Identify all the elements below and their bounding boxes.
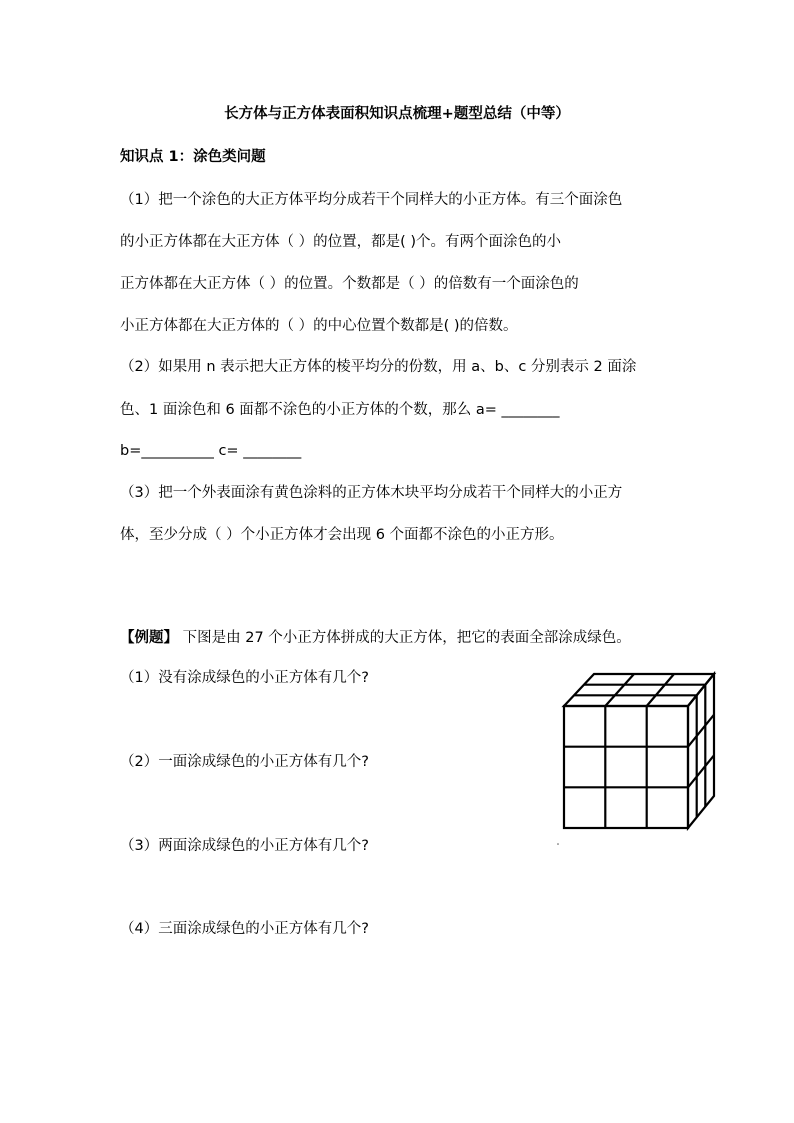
paragraph-1-line-2: 的小正方体都在大正方体（ ）的位置，都是( )个。有两个面涂色的小 xyxy=(120,234,562,250)
paragraph-2-line-3: b=__________ c= ________ xyxy=(120,443,302,459)
cube-right-face xyxy=(688,674,714,828)
paragraph-3-line-1: （3）把一个外表面涂有黄色涂料的正方体木块平均分成若干个同样大的小正方 xyxy=(120,485,623,501)
section-heading: 知识点 1：涂色类问题 xyxy=(120,149,266,165)
example-question-1: （1）没有涂成绿色的小正方体有几个? xyxy=(120,670,369,686)
example-question-2: （2）一面涂成绿色的小正方体有几个? xyxy=(120,754,369,770)
cube-figure xyxy=(554,668,720,850)
document-title: 长方体与正方体表面积知识点梳理+题型总结（中等） xyxy=(224,106,570,122)
example-line xyxy=(120,627,631,649)
paragraph-2-line-2: 色、1 面涂色和 6 面都不涂色的小正方体的个数，那么 a= ________ xyxy=(120,402,560,418)
paragraph-1-line-1: （1）把一个涂色的大正方体平均分成若干个同样大的小正方体。有三个面涂色 xyxy=(120,192,623,208)
example-label: 【例题】 xyxy=(120,630,178,646)
example-question-4: （4）三面涂成绿色的小正方体有几个? xyxy=(120,921,369,937)
cube-front-face xyxy=(564,706,688,828)
paragraph-1-line-3: 正方体都在大正方体（ ）的位置。个数都是（ ）的倍数有一个面涂色的 xyxy=(120,276,579,292)
example-question-3: （3）两面涂成绿色的小正方体有几个? xyxy=(120,838,369,854)
paragraph-1-line-4: 小正方体都在大正方体的（ ）的中心位置个数都是( )的倍数。 xyxy=(120,318,518,334)
example-text: 下图是由 27 个小正方体拼成的大正方体，把它的表面全部涂成绿色。 xyxy=(178,630,631,646)
paragraph-3-line-2: 体，至少分成（ ）个小正方体才会出现 6 个面都不涂色的小正方形。 xyxy=(120,527,564,543)
paragraph-2-line-1: （2）如果用 n 表示把大正方体的棱平均分的份数，用 a、b、c 分别表示 2 面涂 xyxy=(120,359,637,375)
